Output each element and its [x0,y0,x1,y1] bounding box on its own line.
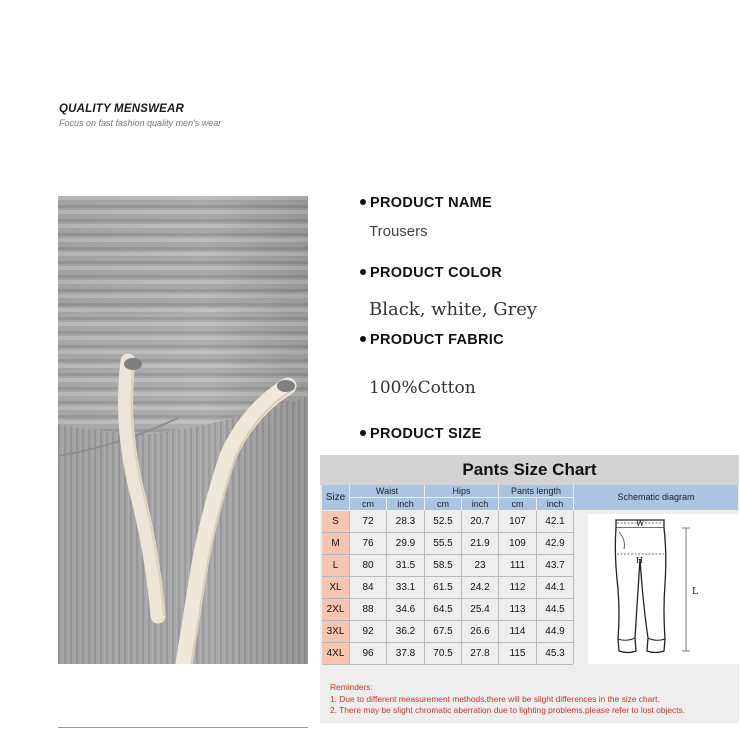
table-cell: 44.5 [545,604,565,615]
table-cell: 114 [509,626,526,637]
table-cell: 34.6 [395,604,416,615]
table-cell: 55.5 [433,538,453,549]
table-cell: 115 [509,648,526,659]
product-color-heading: PRODUCT COLOR [360,265,502,281]
table-cell: 23 [474,560,486,571]
size-label-cell: 2XL [322,599,349,620]
waist-header: Waist [350,485,424,497]
size-label-cell: XL [322,577,349,598]
table-cell: 113 [509,604,526,615]
table-cell: 92 [362,626,374,637]
waist-marker-label: W [636,519,645,528]
table-cell: 109 [509,538,526,549]
product-name-value: Trousers [369,223,428,240]
pants-length-header: Pants length [499,485,573,497]
reminder-line-2: 2. There may be slight chromatic aberration due to lighting problems.please refer to lost objects. [330,705,686,715]
table-cell: 44.9 [545,626,565,637]
unit-header: cm [350,498,386,510]
table-cell: 80 [362,560,374,571]
brand-block [59,103,221,128]
table-cell: 76 [362,538,374,549]
grid-line [322,642,573,643]
grid-line [322,598,573,599]
table-cell: 26.6 [470,626,490,637]
divider [58,727,308,728]
brand-title: QUALITY MENSWEAR [59,103,185,115]
grid-line [322,576,573,577]
table-cell: 84 [362,582,374,593]
product-fabric-value: 100%Cotton [369,378,476,398]
table-cell: 20.7 [470,516,490,527]
table-cell: 52.5 [433,516,453,527]
grid-line [322,532,573,533]
unit-header: inch [462,498,498,510]
length-marker-label: L [692,587,698,597]
product-color-value: Black, white, Grey [369,299,538,320]
size-label-cell: M [322,533,349,554]
size-label-cell: 3XL [322,621,349,642]
grid-line [322,554,573,555]
hips-header: Hips [425,485,498,497]
size-chart [320,455,739,723]
table-cell: 107 [509,516,526,527]
table-cell: 31.5 [395,560,416,571]
table-cell: 25.4 [470,604,490,615]
table-cell: 70.5 [433,648,453,659]
table-cell: 67.5 [433,626,453,637]
table-cell: 36.2 [395,626,416,637]
table-cell: 61.5 [433,582,453,593]
table-cell: 43.7 [545,560,565,571]
table-cell: 29.9 [395,538,416,549]
table-cell: 21.9 [470,538,490,549]
size-label-cell: S [322,511,349,532]
hips-marker-label: H [636,556,643,565]
product-photo [58,196,308,664]
unit-header: cm [425,498,461,510]
size-label-cell: 4XL [322,643,349,664]
product-name-heading: PRODUCT NAME [360,195,492,211]
unit-header: inch [537,498,573,510]
size-column-header: Size [322,485,349,510]
product-fabric-heading: PRODUCT FABRIC [360,332,504,348]
table-cell: 45.3 [545,648,565,659]
pants-diagram-icon [588,514,739,664]
product-size-heading: PRODUCT SIZE [360,426,482,442]
brand-subtitle: Focus on fast fashion quality men's wear [59,118,222,128]
reminders-note [330,682,685,717]
grid-line [573,511,574,664]
reminder-line-1: 1. Due to different measurement methods,there will be slight differences in the size chart. [330,693,660,704]
reminders-title: Reminders: [330,682,373,692]
table-cell: 44.1 [545,582,565,593]
table-cell: 111 [509,560,526,571]
unit-header: cm [499,498,536,510]
table-cell: 112 [509,582,526,593]
table-cell: 96 [362,648,374,659]
table-cell: 24.2 [470,582,490,593]
table-cell: 88 [362,604,374,615]
grid-line [322,664,573,665]
table-cell: 64.5 [433,604,453,615]
size-label-cell: L [322,555,349,576]
size-chart-title: Pants Size Chart [320,455,739,485]
table-cell: 28.3 [395,516,416,527]
table-cell: 42.9 [545,538,565,549]
table-cell: 58.5 [433,560,453,571]
schematic-diagram [588,514,739,664]
trousers-waistband-image [58,196,308,664]
grid-line [322,620,573,621]
table-cell: 33.1 [395,582,416,593]
table-cell: 27.8 [470,648,490,659]
table-cell: 72 [362,516,374,527]
table-cell: 37.8 [395,648,416,659]
schematic-diagram-header: Schematic diagram [574,485,738,510]
unit-header: inch [387,498,424,510]
table-cell: 42.1 [545,516,565,527]
